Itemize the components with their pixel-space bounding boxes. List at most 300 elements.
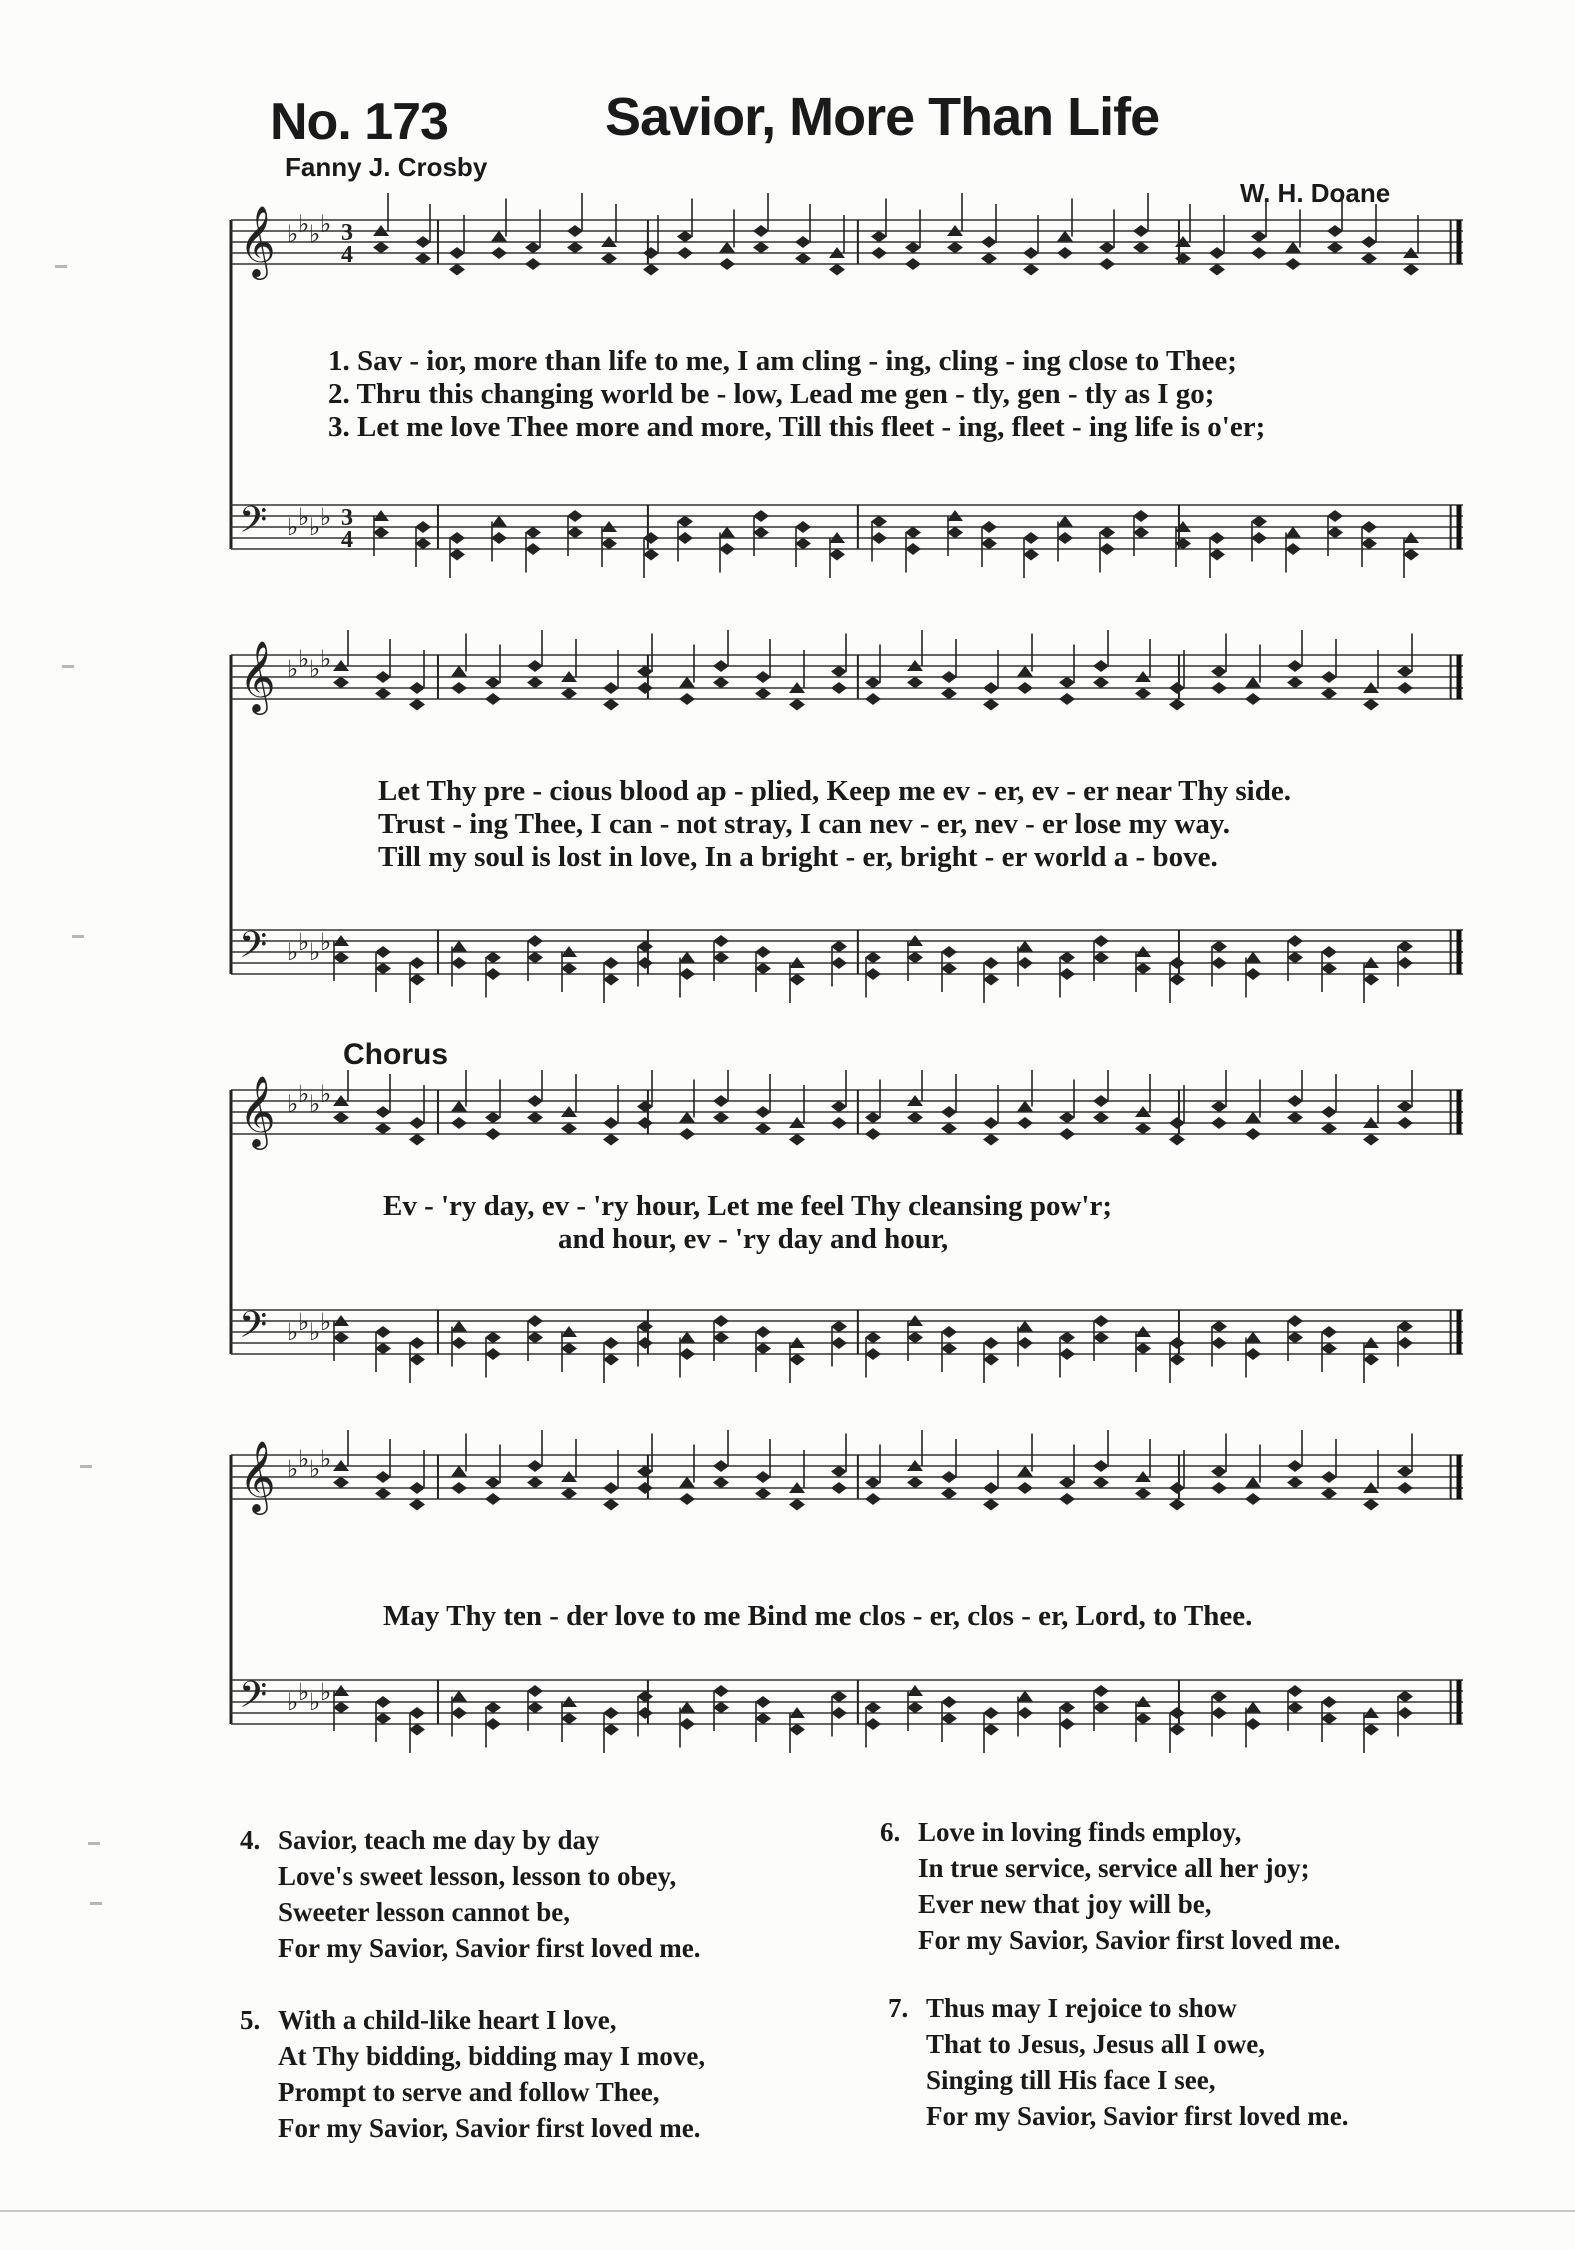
notehead [485, 1332, 501, 1344]
notehead [713, 660, 729, 672]
notehead [1093, 1685, 1109, 1697]
notehead [567, 242, 583, 254]
notehead [603, 1337, 619, 1349]
music-system-1 [228, 190, 1468, 590]
notehead [1209, 264, 1225, 276]
notehead [1059, 968, 1075, 980]
notehead [831, 1321, 847, 1333]
notehead [983, 1354, 999, 1366]
flat-icon: ♭ [320, 1678, 332, 1706]
margin-speck [90, 1902, 102, 1905]
bass-clef-icon: 𝄢 [239, 1674, 268, 1725]
notehead [637, 1466, 653, 1478]
notehead [527, 1702, 543, 1714]
notehead [905, 527, 921, 539]
notehead [755, 1343, 771, 1355]
notehead [795, 253, 811, 265]
notehead [1327, 242, 1343, 254]
time-signature-top: 3 [341, 220, 353, 246]
flat-icon: ♭ [298, 928, 310, 956]
notehead [1093, 1315, 1109, 1327]
flat-icon: ♭ [287, 655, 299, 683]
notehead [637, 666, 653, 678]
notehead [1099, 527, 1115, 539]
notehead [713, 952, 729, 964]
notehead [679, 693, 695, 705]
notehead [485, 968, 501, 980]
notehead [603, 1499, 619, 1511]
notehead [451, 1707, 467, 1719]
notehead [795, 538, 811, 550]
notehead [1321, 1471, 1337, 1483]
notehead [753, 242, 769, 254]
notehead [1287, 1702, 1303, 1714]
notehead [451, 682, 467, 694]
notehead [1169, 1354, 1185, 1366]
notehead [1397, 1117, 1413, 1129]
notehead [713, 1460, 729, 1472]
notehead [713, 935, 729, 947]
notehead [491, 532, 507, 544]
notehead [941, 1343, 957, 1355]
chorus-label: Chorus [343, 1038, 448, 1071]
notehead [831, 1101, 847, 1113]
notehead [1245, 677, 1261, 688]
notehead [1133, 527, 1149, 539]
notehead [449, 532, 465, 544]
notehead [637, 682, 653, 694]
notehead [333, 677, 349, 689]
notehead [409, 699, 425, 711]
treble-clef-icon: 𝄞 [239, 1074, 276, 1147]
notehead [941, 1106, 957, 1118]
flat-icon: ♭ [298, 1308, 310, 1336]
notehead [1211, 1117, 1227, 1129]
chorus-lyric-line-1: Ev - 'ry day, ev - 'ry hour, Let me feel Thy cleansing pow'r; [383, 1190, 1112, 1222]
time-signature-bottom: 4 [341, 242, 353, 268]
notehead [679, 1493, 695, 1505]
notehead [485, 1348, 501, 1360]
notehead [1251, 247, 1267, 259]
notehead [831, 1466, 847, 1478]
notehead [451, 941, 467, 952]
notehead [1327, 527, 1343, 539]
notehead [983, 699, 999, 711]
notehead [1133, 510, 1149, 522]
notehead [333, 1112, 349, 1124]
notehead [603, 1117, 619, 1129]
notehead [679, 1128, 695, 1140]
notehead [1017, 957, 1033, 969]
notehead [1397, 1337, 1413, 1349]
flat-icon: ♭ [320, 928, 332, 956]
notehead [1099, 242, 1115, 254]
notehead [865, 1493, 881, 1505]
notehead [485, 952, 501, 964]
notehead [637, 1101, 653, 1113]
notehead [409, 974, 425, 986]
notehead [561, 1488, 577, 1500]
notehead [907, 1477, 923, 1489]
notehead [1397, 1321, 1413, 1333]
notehead [713, 1112, 729, 1124]
notehead [1059, 677, 1075, 689]
notehead [637, 957, 653, 969]
notehead [865, 1128, 881, 1140]
notehead [719, 543, 735, 555]
notehead [677, 532, 693, 544]
notehead [603, 1724, 619, 1736]
notehead [1169, 1134, 1185, 1146]
notehead [831, 1691, 847, 1703]
notehead [527, 1095, 543, 1107]
notehead [1017, 941, 1033, 952]
notehead [1245, 1332, 1261, 1343]
notehead [865, 1112, 881, 1124]
notehead [637, 1691, 653, 1703]
notehead [829, 549, 845, 561]
notehead [1361, 538, 1377, 550]
notehead [1093, 952, 1109, 964]
notehead [485, 693, 501, 705]
notehead [1017, 682, 1033, 694]
notehead [1321, 1713, 1337, 1725]
notehead [409, 957, 425, 969]
notehead [831, 1337, 847, 1349]
notehead [1211, 682, 1227, 694]
notehead [485, 1493, 501, 1505]
notehead [941, 1696, 957, 1708]
flat-icon: ♭ [309, 655, 321, 683]
notehead [409, 1482, 425, 1494]
notehead [409, 1117, 425, 1129]
notehead [981, 236, 997, 248]
stanza-6: 6. Love in loving finds employ, In true service, service all her joy; Ever new that joy will be, For my Savior, Savior first loved me. [880, 1817, 1341, 1955]
notehead [789, 1499, 805, 1511]
notehead [409, 682, 425, 694]
music-system-4 [228, 1430, 1468, 1790]
flat-icon: ♭ [287, 1688, 299, 1716]
notehead [451, 666, 467, 677]
notehead [905, 258, 921, 270]
notehead [1169, 682, 1185, 694]
stanza-7: 7. Thus may I rejoice to show That to Jesus, Jesus all I owe, Singing till His face I see, For my Savior, Savior first loved me. [888, 1993, 1349, 2131]
notehead [983, 1499, 999, 1511]
notehead [601, 253, 617, 265]
verse-1-lyric: Let Thy pre - cious blood ap - plied, Keep me ev - er, ev - er near Thy side. [378, 775, 1291, 807]
notehead [1287, 1112, 1303, 1124]
notehead [451, 1482, 467, 1494]
notehead [753, 510, 769, 522]
notehead [1245, 693, 1261, 705]
notehead [941, 688, 957, 700]
notehead [1023, 549, 1039, 561]
notehead [375, 1326, 391, 1338]
notehead [1099, 258, 1115, 270]
notehead [1397, 1691, 1413, 1703]
notehead [1361, 236, 1377, 248]
chorus-lyric-line-3: May Thy ten - der love to me Bind me clos - er, clos - er, Lord, to Thee. [383, 1600, 1253, 1632]
notehead [603, 974, 619, 986]
notehead [907, 677, 923, 689]
notehead [1211, 941, 1227, 953]
notehead [1287, 1332, 1303, 1344]
notehead [485, 1128, 501, 1140]
treble-clef-icon: 𝄞 [239, 1439, 276, 1512]
flat-icon: ♭ [298, 1678, 310, 1706]
notehead [1059, 1702, 1075, 1714]
notehead [871, 516, 887, 528]
notehead [941, 1471, 957, 1483]
notehead [525, 242, 541, 254]
notehead [637, 1117, 653, 1129]
notehead [1245, 1702, 1261, 1713]
notehead [527, 660, 543, 672]
margin-speck [55, 265, 67, 268]
notehead [1175, 538, 1191, 550]
notehead [1361, 521, 1377, 533]
notehead [567, 527, 583, 539]
notehead [1287, 1477, 1303, 1489]
notehead [983, 1337, 999, 1349]
notehead [941, 946, 957, 958]
notehead [415, 521, 431, 533]
notehead [561, 1343, 577, 1355]
notehead [1245, 952, 1261, 963]
music-system-3 [228, 1070, 1468, 1400]
notehead [1093, 935, 1109, 947]
notehead [981, 521, 997, 533]
notehead [637, 1337, 653, 1349]
notehead [865, 952, 881, 964]
notehead [679, 1348, 695, 1360]
treble-clef-icon: 𝄞 [239, 639, 276, 712]
notehead [561, 688, 577, 700]
verse-3-lyric: Till my soul is lost in love, In a bright - er, bright - er world a - bove. [378, 841, 1218, 873]
verse-2-lyric: Trust - ing Thee, I can - not stray, I can nev - er, nev - er lose my way. [378, 808, 1230, 840]
notehead [375, 671, 391, 683]
notehead [1285, 527, 1301, 538]
notehead [409, 1337, 425, 1349]
notehead [1017, 1117, 1033, 1129]
notehead [755, 688, 771, 700]
notehead [831, 1482, 847, 1494]
notehead [1135, 1713, 1151, 1725]
notehead [375, 688, 391, 700]
notehead [755, 1488, 771, 1500]
notehead [983, 974, 999, 986]
notehead [1245, 1477, 1261, 1488]
notehead [679, 1112, 695, 1123]
notehead [713, 1332, 729, 1344]
notehead [1321, 688, 1337, 700]
notehead [871, 532, 887, 544]
flat-icon: ♭ [309, 938, 321, 966]
notehead [755, 1106, 771, 1118]
notehead [1057, 532, 1073, 544]
notehead [1135, 1343, 1151, 1355]
notehead [603, 1354, 619, 1366]
notehead [409, 1499, 425, 1511]
notehead [1209, 532, 1225, 544]
notehead [1169, 1482, 1185, 1494]
notehead [1245, 1493, 1261, 1505]
notehead [755, 963, 771, 975]
notehead [865, 968, 881, 980]
treble-clef-icon: 𝄞 [239, 204, 276, 277]
notehead [865, 693, 881, 705]
notehead [1209, 549, 1225, 561]
flat-icon: ♭ [298, 645, 310, 673]
notehead [1363, 1354, 1379, 1366]
notehead [1017, 1482, 1033, 1494]
notehead [1059, 1493, 1075, 1505]
notehead [1169, 974, 1185, 986]
notehead [643, 549, 659, 561]
notehead [1023, 247, 1039, 259]
verse-2-lyric: 2. Thru this changing world be - low, Lead me gen - tly, gen - tly as I go; [328, 378, 1215, 410]
notehead [1169, 957, 1185, 969]
notehead [1251, 516, 1267, 528]
notehead [1321, 1123, 1337, 1135]
notehead [451, 1321, 467, 1332]
notehead [1093, 1477, 1109, 1489]
notehead [941, 1488, 957, 1500]
flat-icon: ♭ [298, 1080, 310, 1108]
notehead [373, 242, 389, 254]
notehead [679, 1332, 695, 1343]
notehead [603, 699, 619, 711]
notehead [1211, 1337, 1227, 1349]
notehead [795, 521, 811, 533]
notehead [409, 1707, 425, 1719]
notehead [831, 957, 847, 969]
notehead [865, 1477, 881, 1489]
notehead [1285, 258, 1301, 270]
notehead [375, 1713, 391, 1725]
notehead [941, 1713, 957, 1725]
notehead [1135, 963, 1151, 975]
notehead [1093, 1332, 1109, 1344]
notehead [375, 1696, 391, 1708]
notehead [525, 543, 541, 555]
notehead [1133, 225, 1149, 237]
notehead [527, 952, 543, 964]
notehead [451, 1101, 467, 1112]
notehead [831, 1707, 847, 1719]
notehead [1169, 1724, 1185, 1736]
notehead [755, 1696, 771, 1708]
notehead [755, 946, 771, 958]
notehead [1169, 1499, 1185, 1511]
notehead [1321, 1343, 1337, 1355]
notehead [981, 253, 997, 265]
flat-icon: ♭ [287, 1318, 299, 1346]
notehead [1403, 549, 1419, 561]
notehead [713, 1477, 729, 1489]
notehead [1133, 242, 1149, 254]
bass-clef-icon: 𝄢 [239, 499, 268, 550]
notehead [719, 242, 735, 253]
notehead [491, 516, 507, 527]
notehead [713, 1702, 729, 1714]
notehead [871, 247, 887, 259]
notehead [1059, 1477, 1075, 1489]
flat-icon: ♭ [309, 1318, 321, 1346]
notehead [679, 677, 695, 688]
notehead [713, 677, 729, 689]
notehead [1017, 1707, 1033, 1719]
notehead [1169, 1117, 1185, 1129]
notehead [1285, 543, 1301, 555]
notehead [831, 682, 847, 694]
notehead [1397, 682, 1413, 694]
notehead [1321, 1326, 1337, 1338]
notehead [907, 1112, 923, 1124]
notehead [451, 1337, 467, 1349]
notehead [1135, 1488, 1151, 1500]
notehead [603, 1707, 619, 1719]
flat-icon: ♭ [298, 210, 310, 238]
notehead [603, 682, 619, 694]
flat-icon: ♭ [320, 503, 332, 531]
notehead [333, 952, 349, 964]
notehead [1321, 946, 1337, 958]
notehead [637, 1482, 653, 1494]
margin-speck [80, 1465, 92, 1468]
flat-icon: ♭ [298, 503, 310, 531]
notehead [831, 1117, 847, 1129]
notehead [719, 527, 735, 538]
notehead [485, 1718, 501, 1730]
notehead [1245, 968, 1261, 980]
margin-speck [62, 665, 74, 668]
notehead [865, 1718, 881, 1730]
notehead [1287, 660, 1303, 672]
notehead [1397, 1466, 1413, 1478]
notehead [755, 1713, 771, 1725]
notehead [1099, 543, 1115, 555]
notehead [865, 1702, 881, 1714]
notehead [451, 1117, 467, 1129]
notehead [1093, 660, 1109, 672]
notehead [981, 538, 997, 550]
notehead [449, 247, 465, 259]
notehead [1211, 1691, 1227, 1703]
lyricist-credit: Fanny J. Crosby [285, 152, 488, 182]
verse-3-lyric: 3. Let me love Thee more and more, Till this fleet - ing, fleet - ing life is o'er; [328, 411, 1266, 443]
notehead [1211, 1321, 1227, 1333]
notehead [1135, 688, 1151, 700]
notehead [449, 264, 465, 276]
notehead [1397, 1101, 1413, 1113]
notehead [677, 231, 693, 243]
notehead [907, 952, 923, 964]
notehead [1169, 1337, 1185, 1349]
notehead [831, 941, 847, 953]
composer-credit: W. H. Doane [1240, 178, 1391, 208]
notehead [1287, 1315, 1303, 1327]
notehead [527, 1315, 543, 1327]
notehead [527, 677, 543, 689]
notehead [527, 935, 543, 947]
flat-icon: ♭ [287, 1090, 299, 1118]
notehead [755, 1471, 771, 1483]
notehead [1397, 941, 1413, 953]
notehead [1017, 1101, 1033, 1112]
notehead [1287, 1460, 1303, 1472]
notehead [1059, 1128, 1075, 1140]
